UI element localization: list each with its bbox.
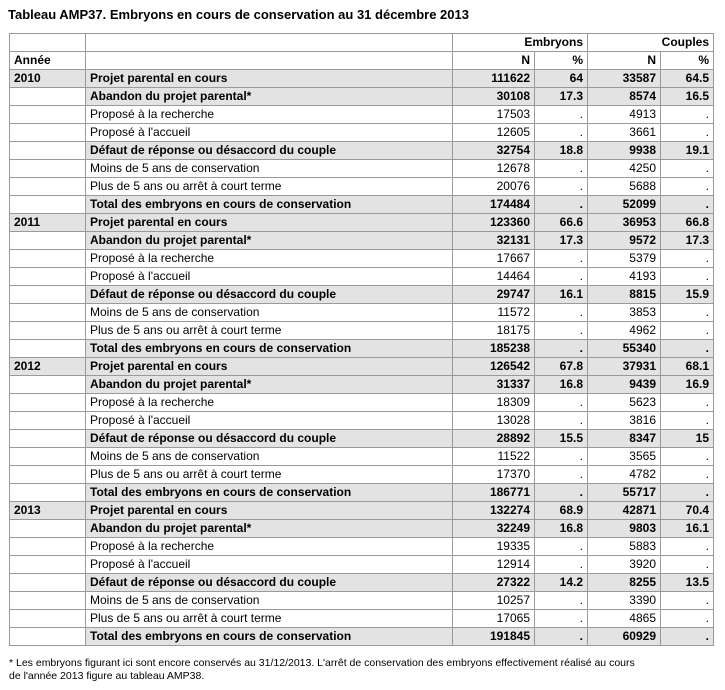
row-label: Proposé à l'accueil (86, 556, 453, 574)
table-row (10, 538, 714, 556)
embryons-n: 17667 (453, 250, 535, 268)
embryons-n: 27322 (453, 574, 535, 592)
embryons-pct: . (535, 466, 588, 484)
row-label: Défaut de réponse ou désaccord du couple (86, 430, 453, 448)
embryons-pct: 16.8 (535, 376, 588, 394)
embryons-n: 17370 (453, 466, 535, 484)
row-label: Abandon du projet parental* (86, 232, 453, 250)
couples-n: 5379 (588, 250, 661, 268)
couples-n: 37931 (588, 358, 661, 376)
row-label: Total des embryons en cours de conservation (86, 628, 453, 646)
table-row (10, 484, 714, 502)
embryons-pct: . (535, 628, 588, 646)
couples-n: 3853 (588, 304, 661, 322)
year-cell-empty (10, 448, 86, 466)
row-label: Proposé à l'accueil (86, 268, 453, 286)
embryons-n: 126542 (453, 358, 535, 376)
year-cell-empty (10, 556, 86, 574)
embryons-pct: 17.3 (535, 88, 588, 106)
embryons-pct: . (535, 268, 588, 286)
header-row-columns (10, 52, 714, 70)
table-row (10, 448, 714, 466)
table-title-prefix: Tableau AMP37. (8, 7, 110, 22)
year-cell-empty (10, 538, 86, 556)
table-row (10, 70, 714, 88)
couples-pct: 64.5 (661, 70, 714, 88)
row-label: Plus de 5 ans ou arrêt à court terme (86, 610, 453, 628)
footnote (9, 657, 635, 683)
embryons-pct: 68.9 (535, 502, 588, 520)
embryons-pct: . (535, 556, 588, 574)
couples-pct: . (661, 466, 714, 484)
couples-n: 9439 (588, 376, 661, 394)
couples-n: 3816 (588, 412, 661, 430)
embryons-pct: 16.1 (535, 286, 588, 304)
table-row (10, 178, 714, 196)
row-label: Proposé à la recherche (86, 250, 453, 268)
embryons-n: 12914 (453, 556, 535, 574)
year-cell-empty (10, 430, 86, 448)
couples-n: 4782 (588, 466, 661, 484)
row-label: Moins de 5 ans de conservation (86, 448, 453, 466)
embryons-n: 132274 (453, 502, 535, 520)
couples-pct: 16.9 (661, 376, 714, 394)
header-couples: Couples (588, 34, 714, 52)
table-row (10, 88, 714, 106)
couples-n: 5688 (588, 178, 661, 196)
couples-pct: . (661, 484, 714, 502)
embryons-n: 32754 (453, 142, 535, 160)
embryons-n: 185238 (453, 340, 535, 358)
embryons-pct: . (535, 538, 588, 556)
row-label: Projet parental en cours (86, 214, 453, 232)
couples-n: 4962 (588, 322, 661, 340)
couples-n: 55340 (588, 340, 661, 358)
table-row (10, 556, 714, 574)
couples-n: 3661 (588, 124, 661, 142)
couples-pct: . (661, 160, 714, 178)
table-row (10, 376, 714, 394)
footnote-line-1: * Les embryons figurant ici sont encore conservés au 31/12/2013. L'arrêt de conservation des embryons effectivement réalisé au cours (9, 657, 635, 669)
embryons-pct: . (535, 178, 588, 196)
embryons-n: 32249 (453, 520, 535, 538)
row-label: Projet parental en cours (86, 502, 453, 520)
row-label: Proposé à l'accueil (86, 412, 453, 430)
year-cell-empty (10, 394, 86, 412)
row-label: Moins de 5 ans de conservation (86, 592, 453, 610)
couples-pct: . (661, 628, 714, 646)
year-cell-empty (10, 610, 86, 628)
table-row (10, 412, 714, 430)
header-couples-n: N (588, 52, 661, 70)
embryons-n: 12605 (453, 124, 535, 142)
couples-n: 4913 (588, 106, 661, 124)
row-label: Total des embryons en cours de conservation (86, 196, 453, 214)
row-label: Projet parental en cours (86, 358, 453, 376)
year-cell-empty (10, 286, 86, 304)
embryons-n: 174484 (453, 196, 535, 214)
table-row (10, 466, 714, 484)
table-row (10, 592, 714, 610)
table-row (10, 232, 714, 250)
year-cell-empty (10, 268, 86, 286)
year-cell-empty (10, 340, 86, 358)
table-row (10, 628, 714, 646)
row-label: Défaut de réponse ou désaccord du couple (86, 574, 453, 592)
embryons-pct: . (535, 250, 588, 268)
embryons-pct: . (535, 322, 588, 340)
table-row (10, 358, 714, 376)
couples-n: 55717 (588, 484, 661, 502)
row-label: Total des embryons en cours de conservation (86, 484, 453, 502)
couples-n: 60929 (588, 628, 661, 646)
row-label: Défaut de réponse ou désaccord du couple (86, 142, 453, 160)
table-row (10, 142, 714, 160)
year-cell-empty (10, 142, 86, 160)
embryons-n: 30108 (453, 88, 535, 106)
header-couples-pct: % (661, 52, 714, 70)
row-label: Défaut de réponse ou désaccord du couple (86, 286, 453, 304)
year-cell-empty (10, 250, 86, 268)
couples-n: 5883 (588, 538, 661, 556)
embryons-n: 29747 (453, 286, 535, 304)
year-cell: 2013 (10, 502, 86, 520)
year-cell-empty (10, 106, 86, 124)
embryons-pct: . (535, 448, 588, 466)
footnote-line-2: de l'année 2013 figure au tableau AMP38. (9, 670, 205, 682)
row-label: Proposé à la recherche (86, 538, 453, 556)
year-cell-empty (10, 88, 86, 106)
row-label: Plus de 5 ans ou arrêt à court terme (86, 322, 453, 340)
couples-n: 8574 (588, 88, 661, 106)
couples-pct: 13.5 (661, 574, 714, 592)
year-cell-empty (10, 574, 86, 592)
couples-pct: . (661, 250, 714, 268)
row-label: Abandon du projet parental* (86, 376, 453, 394)
embryons-pct: 18.8 (535, 142, 588, 160)
year-cell-empty (10, 124, 86, 142)
couples-n: 9803 (588, 520, 661, 538)
couples-pct: 19.1 (661, 142, 714, 160)
row-label: Plus de 5 ans ou arrêt à court terme (86, 466, 453, 484)
embryons-pct: . (535, 124, 588, 142)
couples-pct: . (661, 304, 714, 322)
year-cell-empty (10, 196, 86, 214)
couples-pct: . (661, 538, 714, 556)
couples-n: 3390 (588, 592, 661, 610)
header-annee: Année (10, 52, 86, 70)
table-title-text: Embryons en cours de conservation au 31 décembre 2013 (109, 7, 469, 22)
table-row (10, 394, 714, 412)
couples-n: 42871 (588, 502, 661, 520)
table-row (10, 502, 714, 520)
couples-n: 8815 (588, 286, 661, 304)
couples-n: 3565 (588, 448, 661, 466)
embryons-pct: . (535, 484, 588, 502)
couples-n: 8255 (588, 574, 661, 592)
embryons-n: 18175 (453, 322, 535, 340)
row-label: Proposé à l'accueil (86, 124, 453, 142)
header-empty-label-2 (86, 52, 453, 70)
header-row-groups (10, 34, 714, 52)
embryons-n: 186771 (453, 484, 535, 502)
embryons-n: 11572 (453, 304, 535, 322)
embryons-n: 31337 (453, 376, 535, 394)
couples-pct: . (661, 196, 714, 214)
year-cell-empty (10, 322, 86, 340)
embryons-n: 123360 (453, 214, 535, 232)
table-row (10, 304, 714, 322)
couples-pct: . (661, 106, 714, 124)
couples-pct: . (661, 322, 714, 340)
header-embryons-n: N (453, 52, 535, 70)
year-cell-empty (10, 232, 86, 250)
embryons-pct: 14.2 (535, 574, 588, 592)
embryons-n: 10257 (453, 592, 535, 610)
row-label: Projet parental en cours (86, 70, 453, 88)
table-row (10, 430, 714, 448)
couples-pct: . (661, 592, 714, 610)
year-cell: 2010 (10, 70, 86, 88)
embryons-n: 111622 (453, 70, 535, 88)
table-row (10, 574, 714, 592)
table-row (10, 340, 714, 358)
embryons-n: 20076 (453, 178, 535, 196)
couples-n: 4250 (588, 160, 661, 178)
year-cell-empty (10, 484, 86, 502)
embryons-pct: . (535, 160, 588, 178)
table-row (10, 196, 714, 214)
embryons-n: 28892 (453, 430, 535, 448)
embryons-pct: . (535, 340, 588, 358)
year-cell-empty (10, 466, 86, 484)
embryons-pct: . (535, 412, 588, 430)
header-empty-label (86, 34, 453, 52)
embryons-n: 32131 (453, 232, 535, 250)
embryons-n: 17503 (453, 106, 535, 124)
couples-pct: . (661, 412, 714, 430)
row-label: Moins de 5 ans de conservation (86, 160, 453, 178)
couples-pct: . (661, 340, 714, 358)
header-embryons-pct: % (535, 52, 588, 70)
year-cell-empty (10, 304, 86, 322)
embryons-pct: 66.6 (535, 214, 588, 232)
embryons-pct: . (535, 394, 588, 412)
couples-n: 4865 (588, 610, 661, 628)
embryons-n: 191845 (453, 628, 535, 646)
year-cell-empty (10, 592, 86, 610)
row-label: Abandon du projet parental* (86, 88, 453, 106)
couples-pct: 66.8 (661, 214, 714, 232)
embryos-table (9, 33, 714, 646)
embryons-pct: 16.8 (535, 520, 588, 538)
couples-pct: 16.1 (661, 520, 714, 538)
couples-pct: . (661, 268, 714, 286)
header-embryons: Embryons (453, 34, 588, 52)
year-cell-empty (10, 178, 86, 196)
couples-n: 8347 (588, 430, 661, 448)
table-body (10, 34, 714, 646)
table-row (10, 610, 714, 628)
row-label: Proposé à la recherche (86, 106, 453, 124)
table-row (10, 160, 714, 178)
table-row (10, 250, 714, 268)
embryons-pct: 15.5 (535, 430, 588, 448)
couples-pct: . (661, 448, 714, 466)
row-label: Moins de 5 ans de conservation (86, 304, 453, 322)
couples-pct: 16.5 (661, 88, 714, 106)
year-cell: 2011 (10, 214, 86, 232)
couples-n: 36953 (588, 214, 661, 232)
year-cell-empty (10, 160, 86, 178)
table-title (8, 7, 469, 22)
couples-pct: . (661, 610, 714, 628)
couples-n: 9572 (588, 232, 661, 250)
row-label: Abandon du projet parental* (86, 520, 453, 538)
year-cell-empty (10, 628, 86, 646)
couples-pct: 15.9 (661, 286, 714, 304)
embryons-pct: 67.8 (535, 358, 588, 376)
embryons-pct: . (535, 196, 588, 214)
year-cell-empty (10, 376, 86, 394)
couples-n: 9938 (588, 142, 661, 160)
embryons-n: 19335 (453, 538, 535, 556)
year-cell: 2012 (10, 358, 86, 376)
embryons-pct: . (535, 592, 588, 610)
year-cell-empty (10, 520, 86, 538)
table-row (10, 106, 714, 124)
couples-n: 5623 (588, 394, 661, 412)
table-row (10, 286, 714, 304)
couples-pct: 70.4 (661, 502, 714, 520)
year-cell-empty (10, 412, 86, 430)
embryons-pct: 17.3 (535, 232, 588, 250)
couples-pct: . (661, 556, 714, 574)
table-row (10, 214, 714, 232)
couples-pct: . (661, 124, 714, 142)
couples-n: 4193 (588, 268, 661, 286)
table-row (10, 268, 714, 286)
couples-n: 52099 (588, 196, 661, 214)
couples-pct: 17.3 (661, 232, 714, 250)
couples-n: 3920 (588, 556, 661, 574)
couples-pct: . (661, 394, 714, 412)
table-row (10, 520, 714, 538)
header-empty-year (10, 34, 86, 52)
embryons-n: 13028 (453, 412, 535, 430)
table-row (10, 322, 714, 340)
couples-pct: . (661, 178, 714, 196)
couples-n: 33587 (588, 70, 661, 88)
embryons-pct: 64 (535, 70, 588, 88)
embryons-n: 18309 (453, 394, 535, 412)
embryons-n: 12678 (453, 160, 535, 178)
embryons-pct: . (535, 106, 588, 124)
embryons-pct: . (535, 610, 588, 628)
embryons-n: 17065 (453, 610, 535, 628)
row-label: Proposé à la recherche (86, 394, 453, 412)
row-label: Plus de 5 ans ou arrêt à court terme (86, 178, 453, 196)
embryons-n: 11522 (453, 448, 535, 466)
embryons-n: 14464 (453, 268, 535, 286)
couples-pct: 68.1 (661, 358, 714, 376)
row-label: Total des embryons en cours de conservation (86, 340, 453, 358)
embryons-pct: . (535, 304, 588, 322)
table-row (10, 124, 714, 142)
couples-pct: 15 (661, 430, 714, 448)
